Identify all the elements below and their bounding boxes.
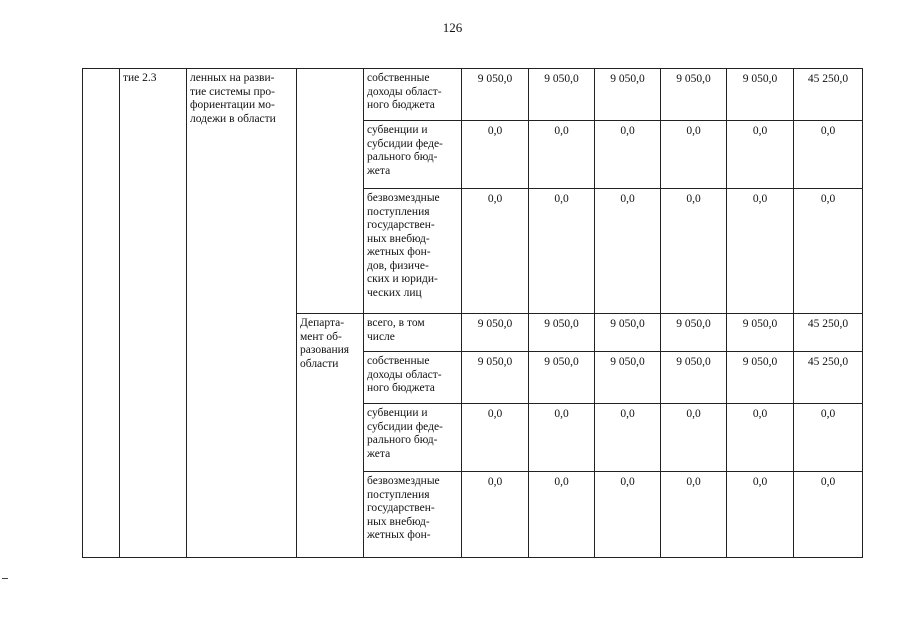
value-cell: 0,0 xyxy=(661,472,727,558)
value-cell: 0,0 xyxy=(595,121,661,189)
source-label: собственные доходы област- ного бюджета xyxy=(364,352,462,404)
total-cell: 45 250,0 xyxy=(794,314,863,352)
value-cell: 0,0 xyxy=(462,121,529,189)
value-cell: 0,0 xyxy=(462,189,529,314)
value-cell: 9 050,0 xyxy=(661,352,727,404)
value-cell: 9 050,0 xyxy=(595,69,661,121)
value-cell: 0,0 xyxy=(727,189,794,314)
value-cell: 0,0 xyxy=(661,404,727,472)
value-cell: 0,0 xyxy=(595,404,661,472)
value-cell: 0,0 xyxy=(727,472,794,558)
source-label: субвенции и субсидии феде- рального бюд- жета xyxy=(364,121,462,189)
value-cell: 9 050,0 xyxy=(595,352,661,404)
col-a-cell xyxy=(83,69,120,558)
total-cell: 0,0 xyxy=(794,189,863,314)
value-cell: 9 050,0 xyxy=(661,314,727,352)
item-name-cell: ленных на разви- тие системы про- фориентации мо- лодежи в области xyxy=(187,69,297,558)
value-cell: 0,0 xyxy=(595,472,661,558)
table-row xyxy=(83,69,863,121)
source-label: безвозмездные поступления государствен- ных внебюд- жетных фон- дов, физиче- ских и юриди- ческих лиц xyxy=(364,189,462,314)
value-cell: 9 050,0 xyxy=(727,352,794,404)
budget-table xyxy=(82,68,863,558)
page-number: 126 xyxy=(442,20,463,35)
value-cell: 9 050,0 xyxy=(529,352,595,404)
scan-mark xyxy=(2,578,8,579)
source-label: собственные доходы област- ного бюджета xyxy=(364,69,462,121)
value-cell: 9 050,0 xyxy=(529,314,595,352)
value-cell: 9 050,0 xyxy=(727,69,794,121)
value-cell: 0,0 xyxy=(727,404,794,472)
value-cell: 0,0 xyxy=(529,404,595,472)
source-label: всего, в том числе xyxy=(364,314,462,352)
total-cell: 0,0 xyxy=(794,404,863,472)
value-cell: 9 050,0 xyxy=(661,69,727,121)
value-cell: 9 050,0 xyxy=(727,314,794,352)
value-cell: 9 050,0 xyxy=(462,314,529,352)
value-cell: 9 050,0 xyxy=(462,352,529,404)
value-cell: 0,0 xyxy=(462,472,529,558)
value-cell: 0,0 xyxy=(595,189,661,314)
value-cell: 9 050,0 xyxy=(529,69,595,121)
value-cell: 9 050,0 xyxy=(462,69,529,121)
total-cell: 45 250,0 xyxy=(794,69,863,121)
value-cell: 0,0 xyxy=(529,121,595,189)
value-cell: 0,0 xyxy=(529,472,595,558)
value-cell: 0,0 xyxy=(661,121,727,189)
executor-cell xyxy=(297,69,364,314)
value-cell: 0,0 xyxy=(661,189,727,314)
total-cell: 0,0 xyxy=(794,121,863,189)
total-cell: 0,0 xyxy=(794,472,863,558)
value-cell: 0,0 xyxy=(529,189,595,314)
item-number-cell: тие 2.3 xyxy=(120,69,187,558)
source-label: субвенции и субсидии феде- рального бюд- жета xyxy=(364,404,462,472)
value-cell: 0,0 xyxy=(727,121,794,189)
total-cell: 45 250,0 xyxy=(794,352,863,404)
executor-cell: Департа- мент об- разования области xyxy=(297,314,364,558)
value-cell: 9 050,0 xyxy=(595,314,661,352)
source-label: безвозмездные поступления государствен- ных внебюд- жетных фон- xyxy=(364,472,462,558)
value-cell: 0,0 xyxy=(462,404,529,472)
